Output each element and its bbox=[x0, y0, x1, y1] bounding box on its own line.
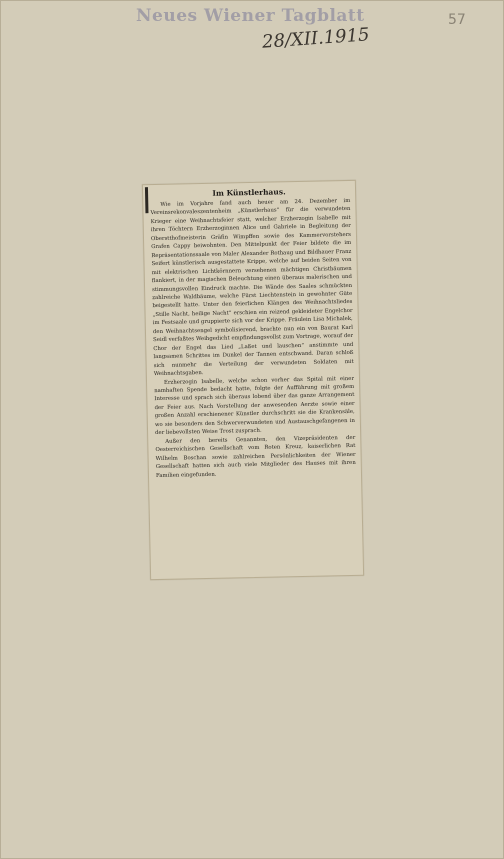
article-paragraph: Außer den bereits Genannten, den Vizepräsidenten der Oesterreichischen Gesellschaft vom Roten Kreuz, kaiserlichen Rat Wilhelm Boschan sowie zahlreichen Persönlichkeiten der Wiener Gesellschaft hatten sich auch viele Mitglieder des Hauses mit ihren Familien eingefunden. bbox=[155, 434, 356, 479]
article-paragraph: Wie im Vorjahre fand auch heuer am 24. Dezember im Vereinsrekonvaleszentenheim „Künstlerhaus“ für die verwundeten Krieger eine Weihnachtsfeier statt, welcher Erzherzogin Isabelle mit ihren Töchtern Erzherzoginnen Alice und Gabriele in Begleitung der Oberstthofmeisterin Gräfin Wimpffen sowie des Kammervorstehers Grafen Cappy beiwohnten. Den Mittelpunkt der Feier bildete die im Repräsentationssaale von Maler Alexander Rothaug und Bildhauer Franz Seifert künstlerisch ausgestattete Krippe, welche auf beiden Seiten von mit elektrischen Lichtkörnnern versehenen mächtigen Christbäumen flankiert, in der magischen Beleuchtung einen überaus malerischen und stimmungsvollen Eindruck machte. Die Wände des Saales schmückten zahlreiche Waldbäume, welche Fürst Liechtenstein in gewohnter Güte beigestellt hatte. Unter den feierlichen Klängen des Weihnachtsliedes „Stille Nacht, heilige Nacht“ erschien ein reizend gekleideter Engelchor im Festsaale und gruppierte sich vor der Krippe. Fräulein Lisa Michalek, den Weihnachtsengel symbolisierend, brachte nun ein von Baurat Karl Seidl verfaßtes Weihgedicht empfindungsvollst zum Vortrage, worauf der Chor der Engel das Lied „Laßet und lauschen“ anstimmte und langsamen Schrittes im Dunkel der Tannen entschwand. Daran schloß sich nunmehr die Verteilung der verwundeten Soldaten mit Weihnachtsgaben. bbox=[150, 197, 354, 378]
page-number: 57 bbox=[448, 12, 466, 28]
handwritten-date: 28/XII.1915 bbox=[261, 24, 371, 53]
article-paragraph: Erzherzogin Isabelle, welche schon vorher das Spital mit einer namhaften Spende bedacht hatte, folgte der Aufführung mit großem Interesse und sprach sich überaus lobend über das ganze Arrangement der Feier aus. Nach Vorstellung der anwesenden Aerzte sowie einer großen Anzahl erschienener Künstler durchschritt sie die Krankensäle, wo sie besonders den Schwerverwundeten und Austauschgefangenen in der liebevollsten Weise Trost zusprach. bbox=[154, 375, 355, 437]
newspaper-clipping bbox=[142, 180, 364, 580]
newspaper-stamp: Neues Wiener Tagblatt bbox=[136, 6, 365, 26]
article-body bbox=[143, 197, 361, 480]
column-rule bbox=[145, 187, 149, 213]
article-title: Im Künstlerhaus. bbox=[212, 187, 286, 198]
